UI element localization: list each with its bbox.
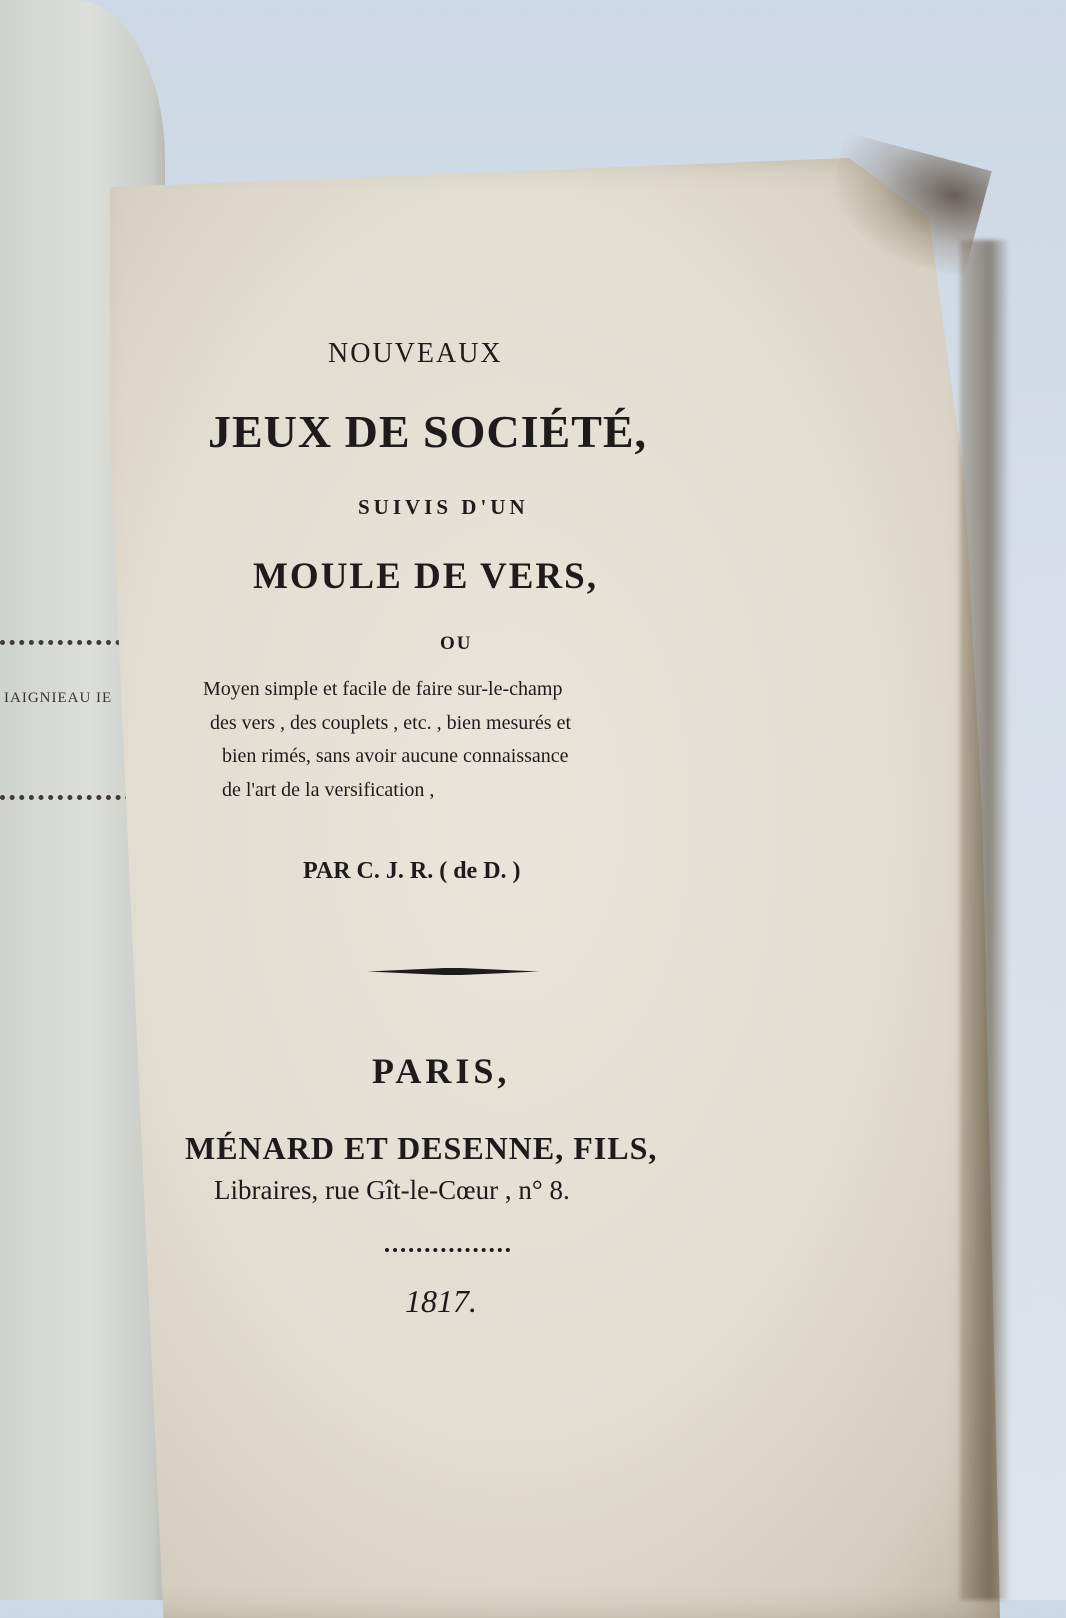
title-line-jeux: JEUX DE SOCIÉTÉ, bbox=[208, 406, 648, 457]
page-edge-shadow bbox=[960, 240, 1010, 1600]
imprint-city: PARIS, bbox=[372, 1051, 511, 1091]
description-line: des vers , des couplets , etc. , bien mesurés et bbox=[210, 712, 572, 734]
title-line-suivis: SUIVIS D'UN bbox=[358, 495, 529, 519]
imprint-address: Libraires, rue Gît-le-Cœur , n° 8. bbox=[214, 1175, 570, 1205]
title-line-nouveaux: NOUVEAUX bbox=[328, 338, 503, 369]
description-line: bien rimés, sans avoir aucune connaissance bbox=[222, 745, 569, 767]
ornamental-divider bbox=[385, 1248, 510, 1256]
spine-label bbox=[0, 640, 140, 800]
title-page bbox=[110, 158, 1000, 1618]
imprint-year: 1817. bbox=[405, 1283, 477, 1319]
imprint-publisher: MÉNARD ET DESENNE, FILS, bbox=[185, 1130, 658, 1166]
spine-label-text: IAIGNIEAU IE bbox=[4, 690, 113, 706]
title-line-ou: OU bbox=[440, 633, 473, 654]
description-line: Moyen simple et facile de faire sur-le-champ bbox=[203, 678, 563, 700]
description-line: de l'art de la versification , bbox=[222, 779, 435, 801]
author-line: PAR C. J. R. ( de D. ) bbox=[303, 858, 521, 884]
title-line-moule: MOULE DE VERS, bbox=[253, 556, 598, 597]
